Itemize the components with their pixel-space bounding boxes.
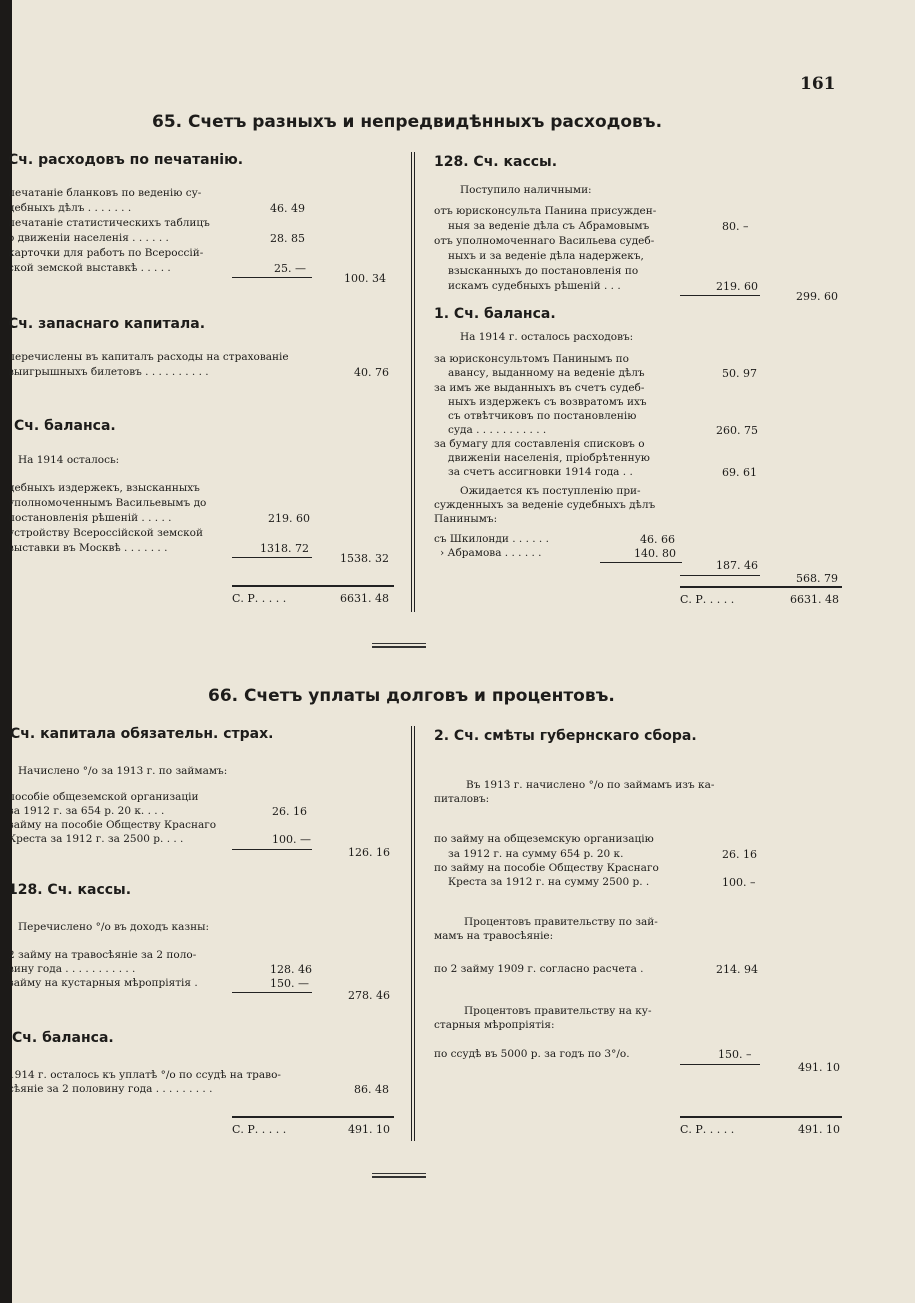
subtotal-rule: [680, 295, 760, 296]
text-line: ныхъ и за веденіе дѣла надержекъ,: [448, 250, 644, 262]
amount: 80. –: [722, 220, 749, 233]
amount: 128. 46: [270, 963, 312, 976]
text-line: ской земской выставкѣ . . . . .: [8, 262, 171, 274]
amount: 40. 76: [354, 366, 389, 379]
text-line: перечислены въ капиталъ расходы на страхованіе: [8, 351, 289, 363]
text-line: ныхъ издержекъ съ возвратомъ ихъ: [448, 396, 647, 408]
subtotal-rule: [680, 1064, 760, 1065]
total-amount: 568. 79: [796, 572, 838, 585]
s66-left-heading-balance: Сч. баланса.: [12, 1030, 114, 1046]
text-line: печатаніе бланковъ по веденію су-: [8, 187, 202, 199]
text-line: за бумагу для составленія списковъ о: [434, 438, 645, 450]
subtotal-rule: [232, 557, 312, 558]
amount: 26. 16: [272, 805, 307, 818]
amount: 1318. 72: [260, 542, 309, 555]
amount: 219. 60: [716, 280, 758, 293]
ornament-rule: [372, 646, 426, 648]
column-divider: [414, 726, 415, 1141]
text-line: › Абрамова . . . . . .: [440, 547, 542, 559]
text-line: по ссудѣ въ 5000 р. за годъ по 3°/о.: [434, 1048, 630, 1060]
grand-total-amount: 491. 10: [798, 1123, 840, 1136]
text-line: выставки въ Москвѣ . . . . . . .: [8, 542, 168, 554]
text-line: печатаніе статистическихъ таблицъ: [8, 217, 210, 229]
text-line: Ожидается къ поступленію при-: [460, 485, 641, 497]
text-line: сужденныхъ за веденіе судебныхъ дѣлъ: [434, 499, 656, 511]
text-line: старныя мѣропріятія:: [434, 1019, 555, 1031]
subtotal-rule: [600, 562, 682, 563]
s66-left-heading-cash: 128. Сч. кассы.: [8, 882, 132, 898]
text-line: Перечислено °/о въ доходъ казны:: [18, 921, 209, 933]
amount: 26. 16: [722, 848, 757, 861]
amount: 100. —: [272, 833, 311, 846]
grand-total-label: С. Р. . . . .: [232, 592, 287, 605]
amount: 86. 48: [354, 1083, 389, 1096]
text-line: Въ 1913 г. начислено °/о по займамъ изъ ка-: [466, 779, 715, 791]
total-amount: 100. 34: [344, 272, 386, 285]
amount: 150. –: [718, 1048, 752, 1061]
text-line: Панинымъ:: [434, 513, 498, 525]
subtotal-rule: [232, 992, 312, 993]
amount: 46. 49: [270, 202, 305, 215]
text-line: мамъ на травосѣяніе:: [434, 930, 554, 942]
text-line: за юрисконсультомъ Панинымъ по: [434, 353, 629, 365]
text-line: уполномоченнымъ Васильевымъ до: [8, 497, 207, 509]
section-66-title: 66. Счетъ уплаты долговъ и процентовъ.: [208, 686, 615, 706]
text-line: карточки для работъ по Всероссій-: [8, 247, 204, 259]
grand-total-amount: 491. 10: [348, 1123, 390, 1136]
amount: 260. 75: [716, 424, 758, 437]
text-line: пособіе общеземской организаціи: [8, 791, 199, 803]
grand-total-amount: 6631. 48: [790, 593, 839, 606]
text-line: за имъ же выданныхъ въ счетъ судеб-: [434, 382, 645, 394]
amount: 28. 85: [270, 232, 305, 245]
column-divider: [414, 152, 415, 612]
s66-right-heading-gubernia: 2. Сч. смѣты губернскаго сбора.: [434, 728, 697, 744]
text-line: Поступило наличными:: [460, 184, 592, 196]
text-line: питаловъ:: [434, 793, 490, 805]
s65-right-heading-cash: 128. Сч. кассы.: [434, 154, 558, 170]
text-line: займу на пособіе Обществу Краснаго: [8, 819, 217, 831]
subtotal-rule: [680, 575, 760, 576]
text-line: На 1914 г. осталось расходовъ:: [460, 331, 634, 343]
amount: 150. —: [270, 977, 309, 990]
subtotal-amount: 187. 46: [716, 559, 758, 572]
text-line: о движеніи населенія . . . . . .: [8, 232, 169, 244]
text-line: движеніи населенія, пріобрѣтенную: [448, 452, 650, 464]
text-line: На 1914 осталось:: [18, 454, 120, 466]
text-line: отъ уполномоченнаго Васильева судеб-: [434, 235, 655, 247]
total-amount: 1538. 32: [340, 552, 389, 565]
section-65-title: 65. Счетъ разныхъ и непредвидѣнныхъ расходовъ.: [152, 112, 663, 132]
text-line: за 1912 г. на сумму 654 р. 20 к.: [448, 848, 624, 860]
text-line: Начислено °/о за 1913 г. по займамъ:: [18, 765, 228, 777]
grand-total-label: С. Р. . . . .: [680, 1123, 735, 1136]
column-divider: [411, 152, 412, 612]
amount: 25. —: [274, 262, 306, 275]
text-line: дебныхъ дѣлъ . . . . . . .: [8, 202, 132, 214]
amount: 100. –: [722, 876, 756, 889]
s65-right-heading-balance: 1. Сч. баланса.: [434, 306, 556, 322]
amount: 140. 80: [634, 547, 676, 560]
grand-total-label: С. Р. . . . .: [680, 593, 735, 606]
total-amount: 278. 46: [348, 989, 390, 1002]
text-line: устройству Всероссійской земской: [8, 527, 203, 539]
text-line: съ отвѣтчиковъ по постановленію: [448, 410, 637, 422]
text-line: займу на кустарныя мѣропріятія .: [8, 977, 198, 989]
amount: 214. 94: [716, 963, 758, 976]
subtotal-rule: [232, 277, 312, 278]
grand-total-amount: 6631. 48: [340, 592, 389, 605]
text-line: выигрышныхъ билетовъ . . . . . . . . . .: [8, 366, 209, 378]
ornament-rule: [372, 1176, 426, 1178]
text-line: вину года . . . . . . . . . . .: [8, 963, 136, 975]
text-line: авансу, выданному на веденіе дѣлъ: [448, 367, 645, 379]
subtotal-rule: [232, 849, 312, 850]
text-line: искамъ судебныхъ рѣшеній . . .: [448, 280, 621, 292]
final-rule: [680, 1116, 842, 1118]
ornament-rule: [372, 643, 426, 644]
amount: 50. 97: [722, 367, 757, 380]
s65-left-heading-printing: Сч. расходовъ по печатанію.: [8, 152, 244, 168]
text-line: сѣяніе за 2 половину года . . . . . . . . .: [8, 1083, 213, 1095]
text-line: 2 займу на травосѣяніе за 2 поло-: [8, 949, 197, 961]
amount: 69. 61: [722, 466, 757, 479]
text-line: суда . . . . . . . . . . .: [448, 424, 547, 436]
amount: 219. 60: [268, 512, 310, 525]
text-line: дебныхъ издержекъ, взысканныхъ: [8, 482, 200, 494]
final-rule: [232, 1116, 394, 1118]
text-line: взысканныхъ до постановленія по: [448, 265, 639, 277]
column-divider: [411, 726, 412, 1141]
page-number: 161: [800, 74, 836, 94]
ornament-rule: [372, 1173, 426, 1174]
final-rule: [232, 585, 394, 587]
text-line: 1914 г. осталось къ уплатѣ °/о по ссудѣ на траво-: [8, 1069, 281, 1081]
s65-left-heading-balance: Сч. баланса.: [14, 418, 116, 434]
text-line: съ Шкилонди . . . . . .: [434, 533, 549, 545]
text-line: ныя за веденіе дѣла съ Абрамовымъ: [448, 220, 650, 232]
text-line: по займу на пособіе Обществу Краснаго: [434, 862, 659, 874]
text-line: отъ юрисконсульта Панина присужден-: [434, 205, 657, 217]
final-rule: [680, 586, 842, 588]
text-line: по 2 займу 1909 г. согласно расчета .: [434, 963, 644, 975]
text-line: за 1912 г. за 654 р. 20 к. . . .: [8, 805, 165, 817]
text-line: Процентовъ правительству по зай-: [464, 916, 658, 928]
total-amount: 126. 16: [348, 846, 390, 859]
amount: 46. 66: [640, 533, 675, 546]
total-amount: 299. 60: [796, 290, 838, 303]
text-line: по займу на общеземскую организацію: [434, 833, 654, 845]
text-line: Креста за 1912 г. на сумму 2500 р. .: [448, 876, 650, 888]
text-line: за счетъ ассигновки 1914 года . .: [448, 466, 633, 478]
grand-total-label: С. Р. . . . .: [232, 1123, 287, 1136]
s66-left-heading-capital: Сч. капитала обязательн. страх.: [10, 726, 274, 742]
total-amount: 491. 10: [798, 1061, 840, 1074]
text-line: Процентовъ правительству на ку-: [464, 1005, 652, 1017]
text-line: постановленія рѣшеній . . . . .: [8, 512, 172, 524]
s65-left-heading-reserve: Сч. запаснаго капитала.: [8, 316, 206, 332]
text-line: Креста за 1912 г. за 2500 р. . . .: [8, 833, 184, 845]
